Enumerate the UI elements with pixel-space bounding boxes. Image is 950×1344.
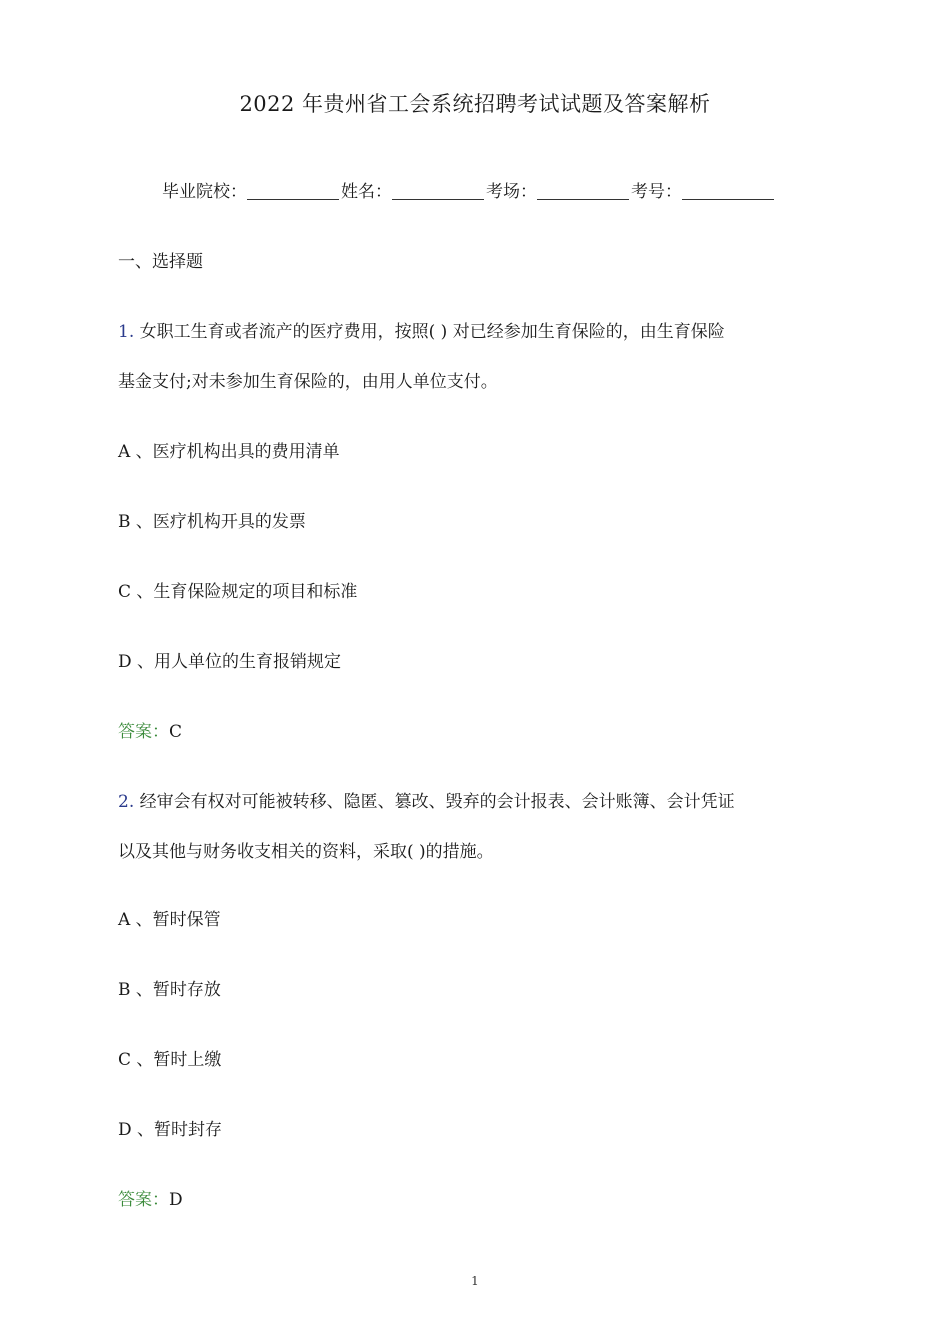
question-text: 经审会有权对可能被转移、隐匿、篡改、毁弃的会计报表、会计账簿、会计凭证 [139,792,735,812]
question-2-option-c: C 、暂时上缴 [118,1050,222,1070]
answer-value: C [169,722,183,742]
question-1-answer [118,717,182,742]
question-1-option-c: C 、生育保险规定的项目和标准 [118,582,358,602]
page-number: 1 [471,1274,479,1288]
number-label: 考号： [631,182,682,202]
question-2-option-d: D 、暂时封存 [118,1120,223,1140]
document-title: 2022 年贵州省工会系统招聘考试试题及答案解析 [239,92,711,116]
question-number: 1. [118,322,135,342]
answer-label: 答案： [118,1190,169,1210]
question-1-stem-cont: 基金支付;对未参加生育保险的，由用人单位支付。 [118,372,498,392]
question-number: 2. [118,792,135,812]
name-blank [392,182,484,200]
question-2-option-a: A 、暂时保管 [118,910,221,930]
answer-value: D [169,1190,183,1210]
room-blank [537,182,629,200]
question-1-option-b: B 、医疗机构开具的发票 [118,512,306,532]
question-text: 女职工生育或者流产的医疗费用，按照( ) 对已经参加生育保险的，由生育保险 [139,322,725,342]
room-label: 考场： [486,182,537,202]
name-label: 姓名： [341,182,392,202]
school-label: 毕业院校： [162,182,247,202]
question-1-option-a: A 、医疗机构出具的费用清单 [118,442,340,462]
section-heading: 一、选择题 [118,252,203,272]
question-2-answer [118,1185,183,1210]
number-blank [682,182,774,200]
question-2-option-b: B 、暂时存放 [118,980,221,1000]
question-1-option-d: D 、用人单位的生育报销规定 [118,652,342,672]
school-blank [247,182,339,200]
answer-label: 答案： [118,722,169,742]
exam-info-line [162,177,776,202]
question-2-stem [118,787,735,812]
question-2-stem-cont: 以及其他与财务收支相关的资料，采取( )的措施。 [118,842,494,862]
question-1-stem [118,317,725,342]
